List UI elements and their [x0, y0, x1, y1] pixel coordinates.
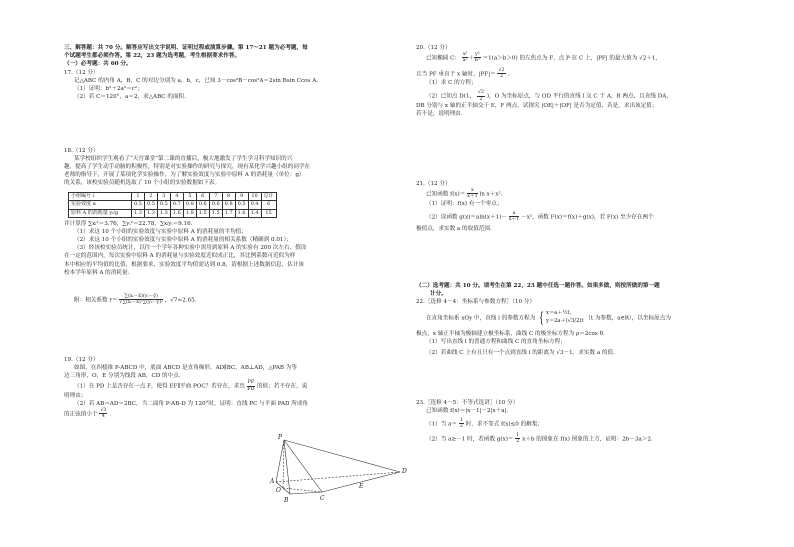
optional-header: （二）选考题：共 10 分。请考生在第 22，23 题中任选一题作答。如果多做，则按所做的第一题 计分。 [416, 283, 660, 298]
label-d: D [402, 468, 407, 475]
edge-pb [284, 440, 290, 494]
question-18-parts: 并计算得 ∑xᵢ²＝3.76，∑yᵢ²＝22.78，∑xᵢyᵢ＝9.16. （1）求这 10 个小组的实验效度与实验中原料 A 的消耗量的平均值； （2）求这 10 个小组的实验效度与实验中原料 A 的消耗量的相关系数（精确到 0.01）； （3）经该校实验员统计，以往一个学年各种实验中需用到原料 A 的实验有 200 次左右，假设 在一定的范围内，每次实验中原料 A 的消耗量与实验效度近似成正比，其比例系数可近似为样 本中相应的平均值的比值，根据要求，实验效度平均值需达到 0.8，请根据上述数据信息，估计该 校本学年原料 A 的消耗量. [64, 221, 307, 276]
question-18: 18.（12 分） 某学校组织学生观看了“天宫课堂”第二课的直播后，极大地激发了学生学习科学知识的兴 趣，提高了学生动手动脑的积极性，特别是对实验操作的研究与探究。现有某化学兴趣小组的同学在 老师的指导下，开展了某项化学实验操作，为了解实验效度与实验中原料 A 的消耗量（单位：g） 的关系，该校实验员随机选取了 10 个小组的实验数据如下表。 [64, 148, 311, 187]
experiment-data-table [68, 192, 277, 218]
edge-oc [283, 488, 322, 492]
parametric-system: x＝a＋½t， y＝2a＋(√3/2)t [546, 310, 584, 324]
label-e: E [359, 483, 364, 490]
label-p: P [278, 434, 283, 441]
table-row: 小组编号 i 1 2 3 4 5 6 7 8 9 10 总计 [69, 193, 277, 201]
correlation-formula: 附：相关系数 r＝ $\frac{\text{∑(xᵢ－x̄)(yᵢ－ȳ)}}{\text{√∑(xᵢ－x̄)²∑(yᵢ－ȳ)²}}$ ，√7≈2.65. [74, 294, 197, 306]
label-b: B [284, 497, 289, 504]
edge-pa [276, 440, 284, 482]
question-22: 22.［选修 4－4：坐标系与参数方程］（10 分） 在直角坐标系 xOy 中，直线 l 的参数方程为 { x＝a＋½t， y＝2a＋(√3/2)t （t 为参数，a∈R），以坐标原点为 极点，x 轴正半轴为极轴建立极坐标系，曲线 C 的极坐标方程为 ρ＝2cos θ. （1）写出直线 l 的普通方程和曲线 C 的直角坐标方程； （2）若曲线 C 上有且只有一个点到直线 l 的距离为 √3－1，求实数 a 的值. [416, 299, 671, 356]
edge-pd [284, 440, 400, 472]
edge-po [283, 440, 284, 488]
pyramid-figure [262, 432, 422, 504]
table-row: 实验效度 xᵢ 0.5 0.5 0.5 0.7 0.8 0.6 0.6 0.8 0.5 0.4 6 [69, 201, 277, 209]
correlation-fraction: $\frac{\text{∑(xᵢ－x̄)(yᵢ－ȳ)}}{\text{√∑(xᵢ－x̄)²∑(yᵢ－ȳ)²}}$ [119, 294, 163, 306]
label-o: O [276, 487, 281, 494]
section3-header: 三、解答题：共 70 分。解答应写出文字说明、证明过程或演算步骤。第 17～21 题为必考题，每 个试题考生都必须作答。第 22，23 题为选考题，考生根据要求作答。 （一）必考题：共 60 分。 [64, 45, 308, 68]
edge-pc [284, 440, 322, 492]
question-21: 21.（12 分） 已知函数 f(x)＝ $\frac{x}{x+1}$ ln x＋x². （1）证明：f(x) 有一个零点； （2）设函数 g(x)＝aln(x＋1)－ $\frac{a}{x+1}$ －x²，函数 F(x)＝f(x)＋g(x)，若 F(x) 至少存在两个 极值点，求实数 a 的取值范围. [416, 181, 654, 233]
label-a: A [270, 478, 275, 485]
table-row: 原料 A 的消耗量 yᵢ/g 1.3 1.3 1.3 1.6 1.8 1.5 1.5 1.7 1.6 1.4 15 [69, 209, 277, 217]
edge-bc [290, 492, 322, 494]
question-19: 19.（12 分） 如图，在四棱锥 P-ABCD 中，底面 ABCD 是直角梯形，AD∥BC，AB⊥AD，△PAB 为等 边三角形，O，E 分别为线段 AB，CD 的中点. （1）在 PD 上是否存在一点 F，使得 EF∥平面 POC？若存在，求出 $\frac{PF}{FD}$ 的值；若不存在，说 明理由； （2）若 AB＝AD＝2BC，当二面角 P-AB-D 为 120°时，证明：直线 PC 与平面 PAD 所成角 的正弦值小于 $\frac{√3}{4}$ . [64, 357, 309, 420]
question-23: 23.［选修 4－5：不等式选讲］（10 分） 已知函数 f(x)＝|x－1|－2|x＋a|. （1）当 a＝ $\frac{1}{2}$ 时，求不等式 f(x)≤0 的解集； （2）当 a≥－1 时，若函数 g(x)＝ $\frac{1}{2}$ x＋b 的图象在 f(x) 图象的上方，证明：2b－3a＞2. [416, 400, 653, 445]
question-20: 20.（12 分） 已知椭圆 C： $\frac{\text{x²}}{\text{a²}}$ ＋ $\frac{\text{y²}}{\text{b²}}$ ＝1(a＞b＞0) 的左焦点为 F，点 P 在 C 上，|PF| 的最大值为 √2＋1， 且当 PF 垂直于 x 轴时，|PF|＝ $\frac{√2}{2}$ . （1）求 C 的方程； （2）已知点 D(1， $\frac{√2}{2}$ )，O 为坐标原点，与 OD 平行的直线 l 交 C 于 A，B 两点，且直线 DA， DB 分别与 x 轴的正半轴交于 E，F 两点，试探究 |OE|＋|OF| 是否为定值，若是，求出该定值； 若不是，说明理由. [416, 45, 672, 117]
question-17: 17.（12 分） 记△ABC 的内角 A，B，C 的对边分别为 a，b，c，已知 3－cos²B－cos²A＝2sin Bsin Ccos A. （1）证明：b²＋2a²＝c²； （2）若 C＝120°，a＝2，求△ABC 的面积. [64, 70, 319, 101]
label-c: C [320, 495, 325, 502]
